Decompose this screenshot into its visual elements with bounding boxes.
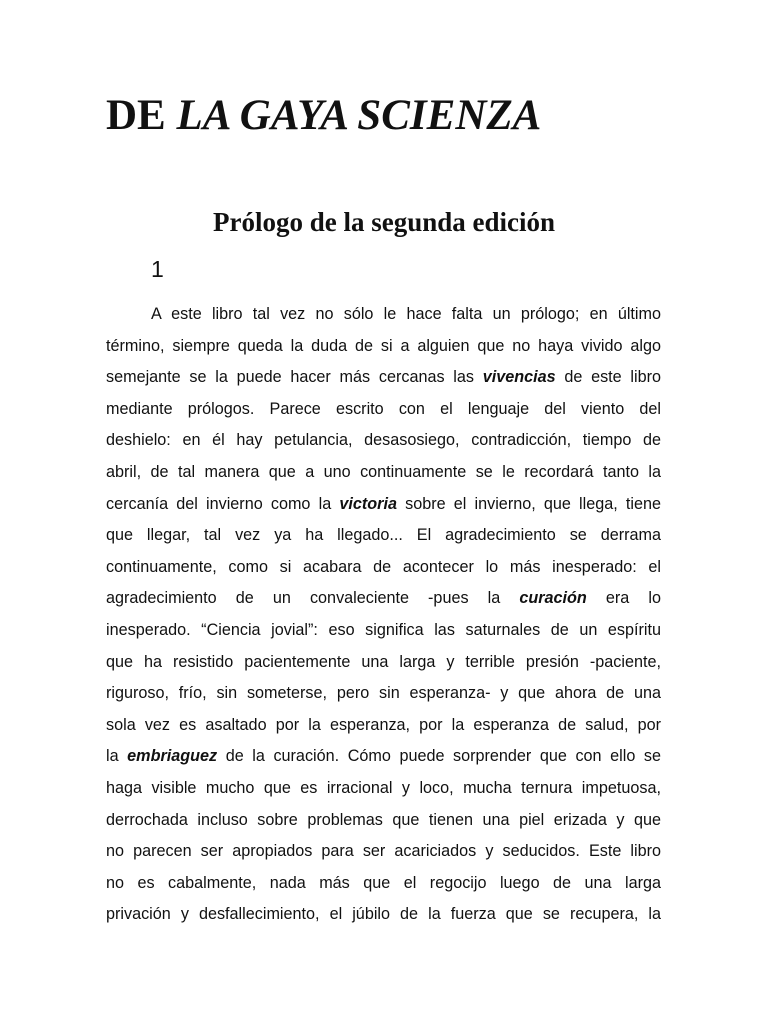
line-text: inesperado. “Ciencia jovial”: eso significa las saturnales de un espíritu [106,620,661,639]
text-line [106,836,661,868]
line-text: no parecen ser apropiados para ser acariciados y seducidos. Este libro [106,842,661,861]
text-line [106,552,661,584]
line-text: de la curación. Cómo puede sorprender que con ello se [217,747,661,766]
emphasized-word: curación [519,589,587,608]
text-line [106,394,661,426]
body-paragraph [106,299,661,931]
text-line [106,868,661,900]
line-text: cercanía del invierno como la [106,494,340,513]
line-text: sobre el invierno, que llega, tiene [396,494,661,513]
text-line [106,583,661,615]
line-text: semejante se la puede hacer más cercanas las [106,368,483,387]
text-line [106,615,661,647]
emphasized-word: vivencias [482,368,556,387]
text-line [106,520,661,552]
text-line [106,773,661,805]
line-text: la [106,747,128,766]
page-title [106,92,541,139]
text-line [106,331,661,363]
line-text: haga visible mucho que es irracional y loco, mucha ternura impetuosa, [106,778,661,797]
text-line [106,647,661,679]
line-text: privación y desfallecimiento, el júbilo de la fuerza que se recupera, la [106,905,661,924]
line-text: abril, de tal manera que a uno continuamente se le recordará tanto la [106,462,661,481]
line-text: de este libro [555,368,661,387]
section-number: 1 [151,256,164,282]
emphasized-word: embriaguez [127,747,218,766]
text-line [106,710,661,742]
title-prefix: DE [106,92,166,139]
text-line [106,899,661,931]
line-text: sola vez es asaltado por la esperanza, por la esperanza de salud, por [106,715,661,734]
line-text: derrochada incluso sobre problemas que tienen una piel erizada y que [106,810,661,829]
text-line [106,457,661,489]
title-italic: LA GAYA SCIENZA [176,92,542,139]
text-line [106,489,661,521]
line-text: mediante prólogos. Parece escrito con el lenguaje del viento del [106,399,661,418]
line-text: agradecimiento de un convaleciente -pues la [106,589,520,608]
text-line [106,678,661,710]
text-line [106,299,661,331]
text-line [106,362,661,394]
chapter-subtitle: Prólogo de la segunda edición [212,207,556,237]
line-text: que ha resistido pacientemente una larga y terrible presión -paciente, [106,652,661,671]
text-line [106,741,661,773]
emphasized-word: victoria [339,494,397,513]
line-text: deshielo: en él hay petulancia, desasosiego, contradicción, tiempo de [106,431,661,450]
line-text: no es cabalmente, nada más que el regocijo luego de una larga [106,873,661,892]
line-text: riguroso, frío, sin someterse, pero sin esperanza- y que ahora de una [106,684,661,703]
line-text: A este libro tal vez no sólo le hace falta un prólogo; en último [151,305,661,323]
line-text: era lo [586,589,661,608]
line-text: continuamente, como si acabara de acontecer lo más inesperado: el [106,557,661,576]
text-line [106,425,661,457]
text-line [106,805,661,837]
line-text: que llegar, tal vez ya ha llegado... El agradecimiento se derrama [106,526,661,545]
line-text: término, siempre queda la duda de si a alguien que no haya vivido algo [106,336,661,355]
